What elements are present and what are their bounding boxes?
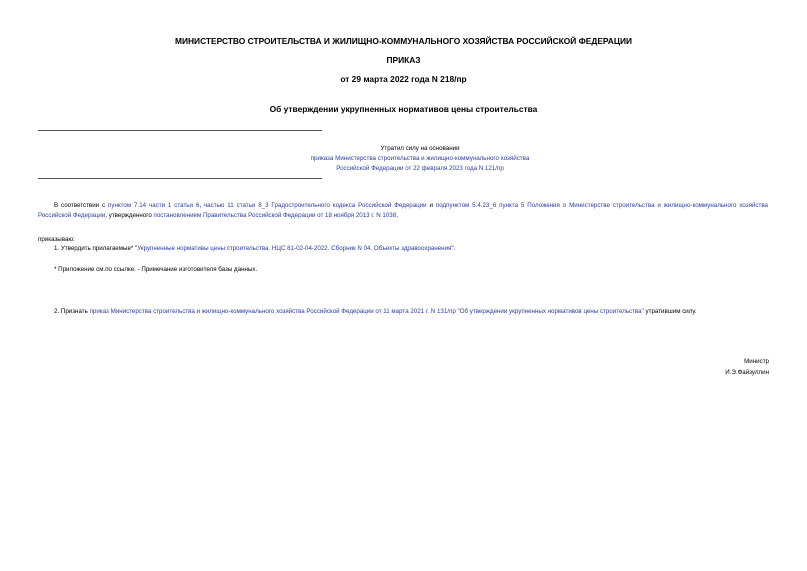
item-text: 1. Утвердить прилагаемые* "	[54, 245, 138, 252]
law-link-government-decree[interactable]: постановлением Правительства Российской Федерации от 18 ноября 2013 г. N 1038	[153, 211, 397, 219]
order-item-2	[38, 307, 768, 317]
law-link-article-6[interactable]: пунктом 7.14 части 1 статьи 6	[108, 202, 200, 209]
status-note	[250, 144, 590, 174]
preamble-text: ,	[199, 202, 204, 209]
divider-top	[38, 130, 322, 131]
document-date-number: от 29 марта 2022 года N 218/пр	[340, 74, 467, 84]
preamble-text: , утвержденного	[105, 211, 154, 219]
status-note-text: Утратил силу на основании	[380, 145, 460, 152]
footnote: * Приложение см.по ссылке. - Примечание изготовителя базы данных.	[54, 266, 258, 273]
repealed-order-link[interactable]: приказ Министерства строительства и жилищно-коммунального хозяйства Российской Федерации от 11 марта 2021 г. N 131/пр "Об утверждении укрупненных нормативов цены строительства"	[89, 308, 644, 315]
item-text: ".	[451, 245, 456, 252]
item-text: утратившим силу.	[643, 308, 697, 315]
law-link-ministry-regulation[interactable]: подпунктом 5.4.23_6 пункта 5 Положения о Министерстве строительства и жилищно-коммунального хозяйства Российской Федерации	[38, 202, 768, 219]
document-title: Об утверждении укрупненных нормативов цены строительства	[269, 104, 538, 114]
order-item-1	[38, 244, 768, 254]
repeal-order-link-continued[interactable]: Российской Федерации от 22 февраля 2023 года N 121/пр	[336, 165, 504, 172]
document-type: ПРИКАЗ	[386, 55, 421, 65]
preamble-text: ,	[396, 211, 398, 219]
signature-block	[725, 356, 769, 378]
preamble-text: и	[426, 202, 436, 209]
preamble-paragraph	[38, 201, 768, 220]
signatory-name: И.Э.Файзуллин	[725, 369, 769, 376]
law-link-urban-code[interactable]: частью 11 статьи 8_3 Градостроительного кодекса Российской Федерации	[203, 202, 427, 209]
item-text: 2. Признать	[54, 308, 90, 315]
preamble-text: В соответствии с	[54, 202, 109, 209]
norms-collection-link[interactable]: Укрупненные нормативы цены строительства. НЦС 81-02-04-2022. Сборник N 04. Объекты здравоохранения	[137, 245, 452, 252]
divider-bottom	[38, 178, 322, 179]
order-word: приказываю:	[38, 236, 75, 243]
repeal-order-link[interactable]: приказа Министерства строительства и жилищно-коммунального хозяйства	[310, 155, 530, 162]
ministry-heading: МИНИСТЕРСТВО СТРОИТЕЛЬСТВА И ЖИЛИЩНО-КОММУНАЛЬНОГО ХОЗЯЙСТВА РОССИЙСКОЙ ФЕДЕРАЦИИ	[175, 36, 632, 46]
signatory-position: Министр	[744, 358, 769, 365]
